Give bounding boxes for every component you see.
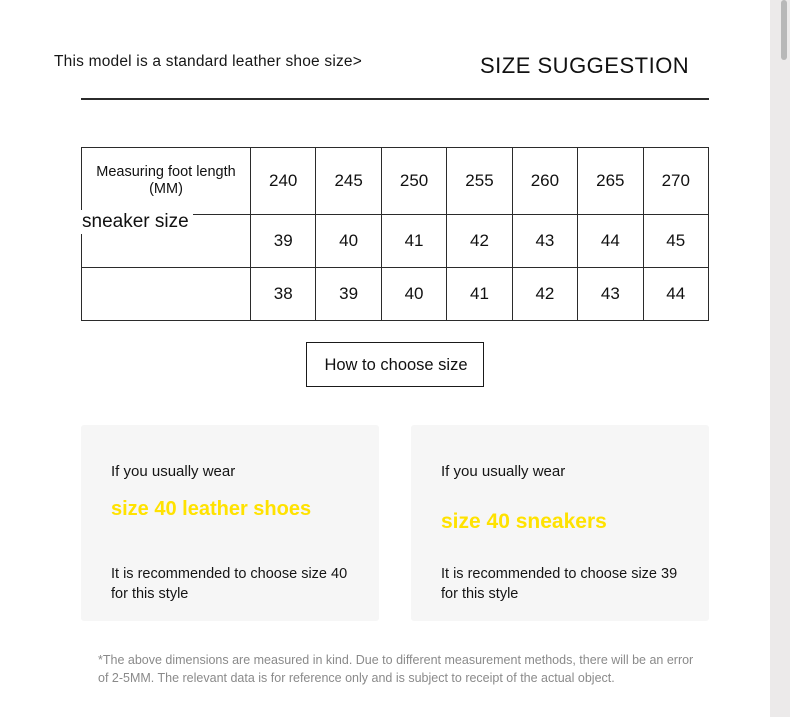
table-cell: 250 (381, 148, 446, 215)
header-subtitle: This model is a standard leather shoe size> (54, 53, 362, 70)
table-row-label-blank (82, 268, 251, 321)
scrollbar-track[interactable] (770, 0, 790, 717)
table-cell: 42 (512, 268, 577, 321)
how-to-choose-size-box[interactable] (306, 342, 484, 387)
table-row-label: Measuring foot length (MM) (82, 148, 251, 215)
size-table (81, 147, 709, 321)
page-title: SIZE SUGGESTION (480, 53, 690, 78)
table-cell: 40 (381, 268, 446, 321)
footnote-text: *The above dimensions are measured in kind. Due to different measurement methods, there will be an error of 2-5MM. The relevant data is for reference only and is subject to receipt of the actual object. (98, 653, 694, 686)
table-cell: 41 (447, 268, 512, 321)
table-cell: 245 (316, 148, 381, 215)
table-cell: 43 (512, 215, 577, 268)
table-cell: 255 (447, 148, 512, 215)
card-intro: If you usually wear (111, 463, 236, 480)
table-cell: 265 (578, 148, 643, 215)
table-cell: 44 (643, 268, 708, 321)
card-recommendation: It is recommended to choose size 39 for this style (441, 566, 678, 602)
table-cell: 40 (316, 215, 381, 268)
table-cell: 260 (512, 148, 577, 215)
table-cell: 39 (316, 268, 381, 321)
card-recommendation: It is recommended to choose size 40 for this style (111, 566, 348, 602)
recommendation-card-sneakers (411, 425, 709, 621)
sneaker-size-label: sneaker size (78, 210, 193, 234)
header-divider (81, 98, 709, 100)
card-highlight: size 40 leather shoes (111, 498, 312, 520)
how-to-choose-size-label: How to choose size (324, 356, 468, 374)
card-highlight: size 40 sneakers (441, 510, 607, 533)
table-cell: 38 (251, 268, 316, 321)
table-row (82, 148, 709, 215)
scrollbar-thumb[interactable] (781, 0, 787, 60)
table-cell: 44 (578, 215, 643, 268)
table-cell: 39 (251, 215, 316, 268)
table-cell: 45 (643, 215, 708, 268)
table-cell: 240 (251, 148, 316, 215)
table-cell: 43 (578, 268, 643, 321)
table-cell: 42 (447, 215, 512, 268)
table-row (82, 268, 709, 321)
table-cell: 41 (381, 215, 446, 268)
recommendation-card-leather (81, 425, 379, 621)
table-cell: 270 (643, 148, 708, 215)
card-intro: If you usually wear (441, 463, 566, 480)
